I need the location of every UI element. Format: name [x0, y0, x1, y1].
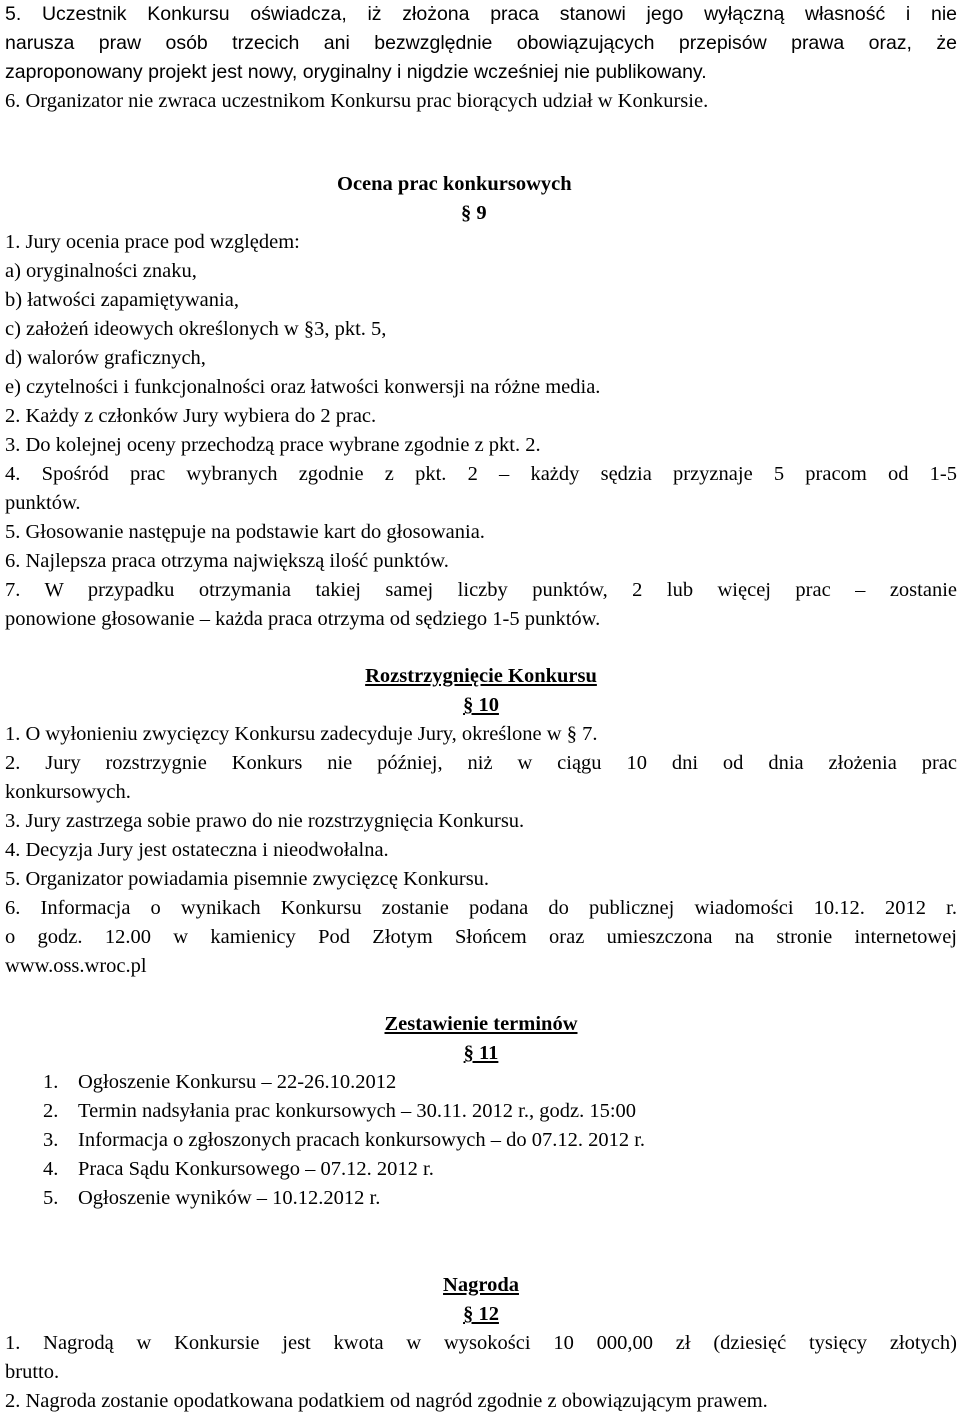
sec12-p2: 2. Nagroda zostanie opodatkowana podatkiem od nagród zgodnie z obowiązującym prawem. — [5, 1390, 768, 1412]
sec10-p5: 5. Organizator powiadamia pisemnie zwycięzcę Konkursu. — [5, 868, 490, 890]
section-11-number: § 11 — [463, 1042, 499, 1064]
sec9-p4-line-2: punktów. — [5, 492, 81, 514]
section-10-title: Rozstrzygnięcie Konkursu — [365, 665, 597, 687]
sec9-line: b) łatwości zapamiętywania, — [5, 289, 239, 311]
list-item-number: 4. — [43, 1158, 59, 1180]
paragraph-5-line-3: zaproponowany projekt jest nowy, oryginalny i nigdzie wcześniej nie publikowany. — [5, 61, 707, 83]
list-item: Ogłoszenie wyników – 10.12.2012 r. — [78, 1187, 381, 1209]
list-item: Informacja o zgłoszonych pracach konkursowych – do 07.12. 2012 r. — [78, 1129, 646, 1151]
list-item: Ogłoszenie Konkursu – 22-26.10.2012 — [78, 1071, 397, 1093]
sec10-p2-line-2: konkursowych. — [5, 781, 131, 803]
sec10-p6-line-1: 6. Informacja o wynikach Konkursu zostanie podana do publicznej wiadomości 10.12. 2012 r. — [5, 897, 957, 919]
sec10-p1: 1. O wyłonieniu zwycięzcy Konkursu zadecyduje Jury, określone w § 7. — [5, 723, 598, 745]
sec10-p4: 4. Decyzja Jury jest ostateczna i nieodwołalna. — [5, 839, 389, 861]
sec9-line: d) walorów graficznych, — [5, 347, 206, 369]
sec9-line: 2. Każdy z członków Jury wybiera do 2 prac. — [5, 405, 377, 427]
section-10-number: § 10 — [463, 694, 499, 716]
sec10-p6-line-2: o godz. 12.00 w kamienicy Pod Złotym Słońcem oraz umieszczona na stronie internetowej — [5, 926, 957, 948]
list-item-number: 2. — [43, 1100, 59, 1122]
sec10-p3: 3. Jury zastrzega sobie prawo do nie rozstrzygnięcia Konkursu. — [5, 810, 525, 832]
sec9-line: 3. Do kolejnej oceny przechodzą prace wybrane zgodnie z pkt. 2. — [5, 434, 541, 456]
sec10-p2-line-1: 2. Jury rozstrzygnie Konkurs nie później, niż w ciągu 10 dni od dnia złożenia prac — [5, 752, 957, 774]
list-item: Praca Sądu Konkursowego – 07.12. 2012 r. — [78, 1158, 434, 1180]
sec9-line: c) założeń ideowych określonych w §3, pkt. 5, — [5, 318, 387, 340]
section-11-title: Zestawienie terminów — [384, 1013, 578, 1035]
section-12-number: § 12 — [463, 1303, 499, 1325]
paragraph-5-line-2: narusza praw osób trzecich ani bezwzględnie obowiązujących przepisów prawa oraz, że — [5, 32, 957, 54]
section-9-number: § 9 — [461, 202, 487, 224]
list-item: Termin nadsyłania prac konkursowych – 30.11. 2012 r., godz. 15:00 — [78, 1100, 637, 1122]
section-9-title: Ocena prac konkursowych — [337, 173, 572, 195]
list-item-number: 3. — [43, 1129, 59, 1151]
section-12-title: Nagroda — [443, 1274, 519, 1296]
sec10-p6-link[interactable]: www.oss.wroc.pl — [5, 955, 147, 977]
sec12-p1-line-2: brutto. — [5, 1361, 60, 1383]
sec9-line: e) czytelności i funkcjonalności oraz łatwości konwersji na różne media. — [5, 376, 601, 398]
paragraph-5-line-1: 5. Uczestnik Konkursu oświadcza, iż złożona praca stanowi jego wyłączną własność i nie — [5, 3, 957, 25]
sec9-line: 1. Jury ocenia prace pod względem: — [5, 231, 300, 253]
sec9-p7-line-1: 7. W przypadku otrzymania takiej samej liczby punktów, 2 lub więcej prac – zostanie — [5, 579, 957, 601]
sec9-p5: 5. Głosowanie następuje na podstawie kart do głosowania. — [5, 521, 485, 543]
sec9-p7-line-2: ponowione głosowanie – każda praca otrzyma od sędziego 1-5 punktów. — [5, 608, 601, 630]
sec12-p1-line-1: 1. Nagrodą w Konkursie jest kwota w wysokości 10 000,00 zł (dziesięć tysięcy złotych) — [5, 1332, 957, 1354]
list-item-number: 1. — [43, 1071, 59, 1093]
paragraph-6: 6. Organizator nie zwraca uczestnikom Konkursu prac biorących udział w Konkursie. — [5, 90, 709, 112]
sec9-p6: 6. Najlepsza praca otrzyma największą ilość punktów. — [5, 550, 449, 572]
list-item-number: 5. — [43, 1187, 59, 1209]
sec9-p4-line-1: 4. Spośród prac wybranych zgodnie z pkt. 2 – każdy sędzia przyznaje 5 pracom od 1-5 — [5, 463, 957, 485]
sec9-line: a) oryginalności znaku, — [5, 260, 197, 282]
